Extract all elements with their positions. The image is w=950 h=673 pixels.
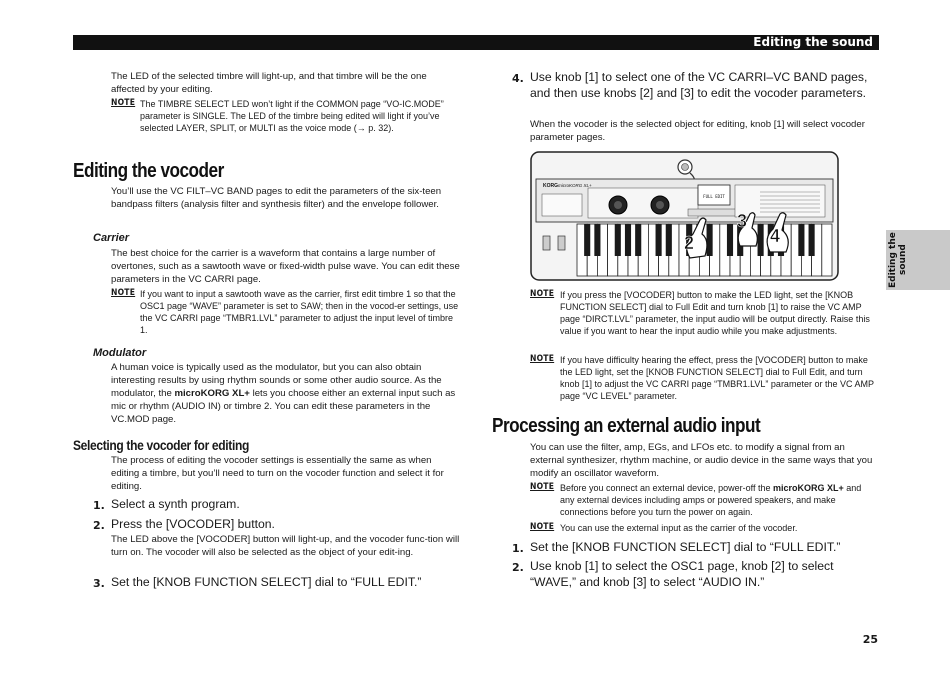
external-paragraph: You can use the filter, amp, EGs, and LFOs etc. to modify a signal from an external synthesizer, rhythm machine, or audio device in the same ways that you modify an oscillator waveform. [530, 442, 873, 479]
black-key [809, 224, 815, 256]
white-key [822, 224, 832, 276]
black-key [758, 224, 764, 256]
step-number: 2. [512, 561, 524, 574]
step-number: 3. [93, 577, 105, 590]
step-number: 4. [512, 72, 524, 85]
figure-note-1 [530, 289, 876, 337]
note-label: NOTE [530, 354, 555, 364]
carrier-paragraph: The best choice for the carrier is a waveform that contains a large number of overtones, such as a sawtooth wave or fixed-width pulse wave. You can edit these parameters in the VC CARRI page. [111, 248, 460, 285]
black-key [666, 224, 672, 256]
carrier-heading: Carrier [93, 232, 130, 244]
intro-paragraph: The LED of the selected timbre will light-up, and that timbre will be the one affected by your editing. [111, 71, 427, 95]
black-key [594, 224, 600, 256]
step-text: Use knob [1] to select the OSC1 page, knob [2] to select “WAVE,” and knob [3] to select “AUDIO IN.” [530, 559, 834, 589]
lcd-text: FULL EDIT [703, 194, 725, 199]
black-key [584, 224, 590, 256]
page-number: 25 [862, 633, 878, 646]
selecting-paragraph: The process of editing the vocoder settings is essentially the same as when editing a timbre, but you’ll need to turn on the vocoder function and select it for editing. [111, 455, 444, 492]
brand-name: microKORG XL+ [174, 388, 250, 399]
step-text: Select a synth program. [111, 497, 240, 511]
step-number: 1. [93, 499, 105, 512]
black-key [727, 224, 733, 256]
knob-section [588, 188, 698, 218]
carrier-note [111, 288, 461, 336]
note-label: NOTE [530, 522, 555, 532]
black-key [798, 224, 804, 256]
black-key [656, 224, 662, 256]
brand-name: microKORG XL+ [772, 483, 844, 493]
vocoder-paragraph: You’ll use the VC FILT–VC BAND pages to edit the parameters of the six-teen bandpass filters (analysis filter and synthesis filter) and the envelope follower. [111, 186, 442, 210]
selecting-heading: Selecting the vocoder for editing [73, 437, 249, 453]
brand-logo: KORG [543, 183, 558, 189]
step2-detail: The LED above the [VOCODER] button will light-up, and the vocoder func-tion will turn on. The vocoder will also be selected as the object of your edit-ing. [111, 534, 460, 558]
external-note-2 [530, 522, 876, 534]
note-label: NOTE [530, 482, 555, 492]
left-controls [542, 194, 582, 216]
vocoder-heading: Editing the vocoder [73, 160, 224, 182]
knob-function-buttons [688, 209, 738, 216]
step-text: Set the [KNOB FUNCTION SELECT] dial to “FULL EDIT.” [111, 575, 422, 589]
note-label: NOTE [111, 288, 136, 298]
callout-4: 4 [770, 226, 781, 246]
model-logo: microKORG XL+ [558, 183, 592, 188]
step-number: 1. [512, 542, 524, 555]
black-key [707, 224, 713, 256]
header-bar [73, 35, 879, 50]
step-text: Set the [KNOB FUNCTION SELECT] dial to “FULL EDIT.” [530, 540, 841, 554]
callout-2: 2 [684, 233, 695, 253]
external-note-1 [530, 482, 876, 518]
figure-note-2 [530, 354, 876, 402]
step-number: 2. [93, 519, 105, 532]
carrier-note-text: If you want to input a sawtooth wave as the carrier, first edit timbre 1 so that the OSC1 page “WAVE” parameter is set to SAW; then in the vocod-er settings, use the VC CARRI page “TMBR1.LVL” parameter to adjust the input level of timbre 1. [140, 289, 459, 335]
modulator-paragraph: A human voice is typically used as the modulator, but you can also obtain interesting results by using rhythm sounds or some other audio source. As the modulator, the microKORG XL+ lets you choose either an external input such as mic or rhythm (AUDIO IN) or timbre 2. You can edit these parameters in the VC.MOD page. [111, 362, 456, 425]
header-title: Editing the sound [753, 35, 873, 49]
note-text: Before you connect an external device, power-off the microKORG XL+ and any external devices including amps or powered speakers, and make connections before you turn the power on again. [560, 483, 862, 517]
external-heading: Processing an external audio input [492, 415, 761, 437]
note-label: NOTE [530, 289, 555, 299]
mod-wheel [558, 236, 565, 250]
callout-3: 3 [737, 211, 748, 231]
note-text: If you press the [VOCODER] button to make the LED light, set the [KNOB FUNCTION SELECT] dial to Full Edit and turn knob [1] to raise the VC AMP page “DIRCT.LVL” parameter, the input audio will be output directly. Raise this value if you want to hear the input audio while you make adjustments. [560, 290, 870, 336]
step4-detail: When the vocoder is the selected object for editing, knob [1] will select vocoder parameter pages. [530, 119, 865, 143]
intro-note-text: The TIMBRE SELECT LED won’t light if the COMMON page “VO-IC.MODE” parameter is SINGLE. The LED of the timbre being edited will light if you’ve selected LAYER, SPLIT, or MULTI as the voice mode (→ p. 32). [140, 99, 444, 133]
step-text: Use knob [1] to select one of the VC CARRI–VC BAND pages, and then use knobs [2] and [3] to edit the vocoder parameters. [530, 70, 868, 100]
note-label: NOTE [111, 98, 136, 108]
intro-note [111, 98, 461, 134]
note-text: You can use the external input as the carrier of the vocoder. [560, 523, 798, 533]
side-tab [886, 230, 950, 290]
black-key [635, 224, 641, 256]
modulator-heading: Modulator [93, 347, 147, 359]
black-key [625, 224, 631, 256]
black-key [615, 224, 621, 256]
side-tab-label: Editing the sound [888, 232, 908, 288]
keyboard-figure [530, 150, 841, 282]
step-text: Press the [VOCODER] button. [111, 517, 275, 531]
note-text: If you have difficulty hearing the effect, press the [VOCODER] button to make the LED light, set the [KNOB FUNCTION SELECT] dial to Full Edit, and turn knob [1] to adjust the VC CARRI page “TMBR1.LVL” parameter or the VC AMP page “VC LEVEL” parameter. [560, 355, 874, 401]
pitch-wheel [543, 236, 550, 250]
